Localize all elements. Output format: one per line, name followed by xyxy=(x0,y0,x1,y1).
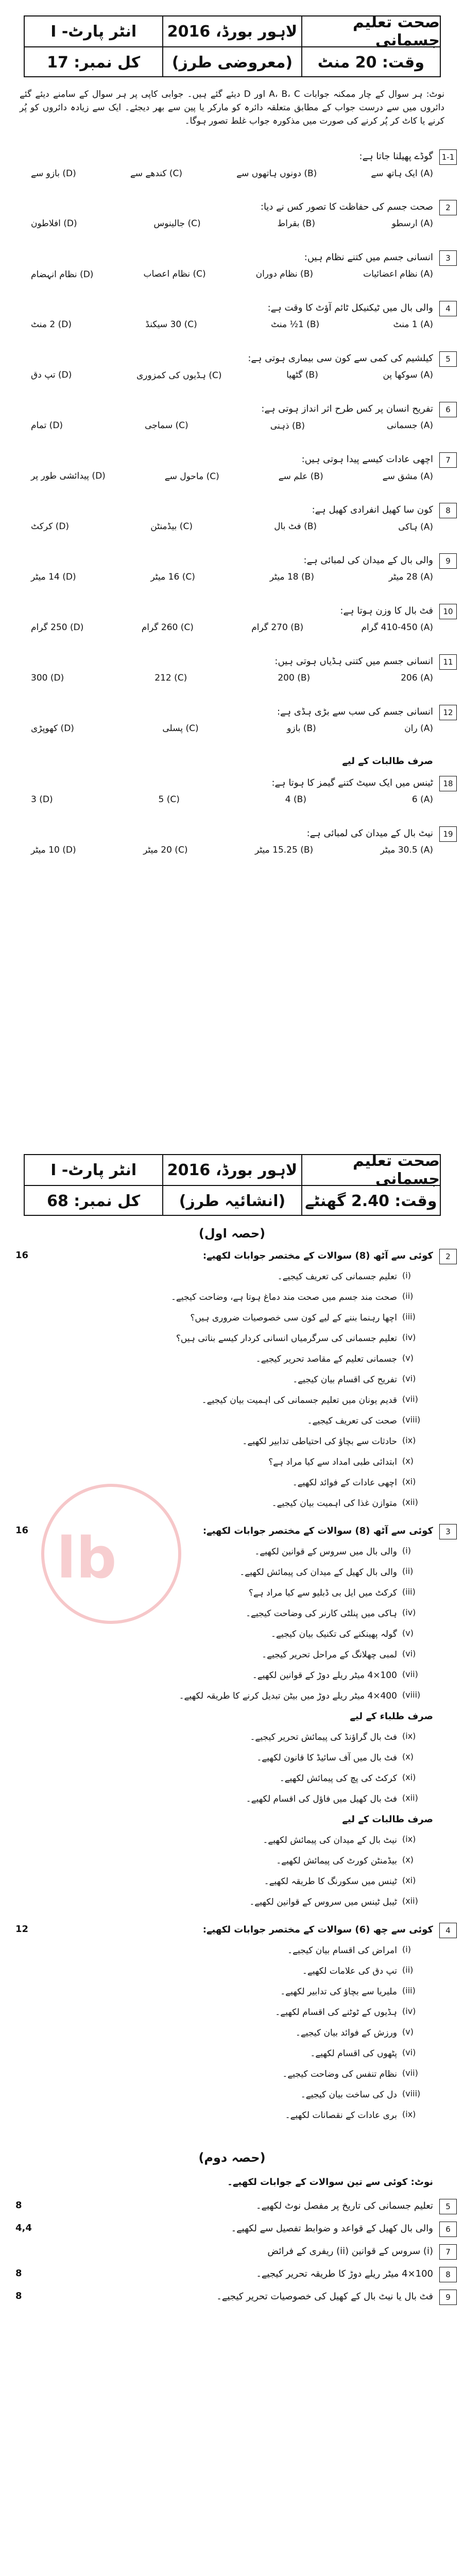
sub-question-text: ابتدائی طبی امداد سے کیا مراد ہے؟ xyxy=(268,1457,397,1467)
section-2-note: نوٹ: کوئی سے تین سوالات کے جوابات لکھیے۔ xyxy=(227,2177,433,2188)
mcq-number: 8 xyxy=(439,503,457,518)
sub-question-text: تپ دق کی علامات لکھیے۔ xyxy=(302,1966,397,1976)
sub-question-number: (viii) xyxy=(402,1415,421,1425)
sub-question-number: (ix) xyxy=(402,1731,416,1741)
mcq-option: (A) نظام اعضائیات xyxy=(363,269,433,279)
sub-question-text: قدیم یونان میں تعلیم جسمانی کی اہمیت بیان کیجیے۔ xyxy=(201,1395,397,1405)
mcq-options xyxy=(31,471,433,482)
sub-question-number: (v) xyxy=(402,1353,414,1363)
mcq-option: (A) ارسطو xyxy=(391,218,433,229)
sub-question-text: صحت کی تعریف کیجیے۔ xyxy=(307,1416,397,1426)
mcq-question: انسانی جسم میں کتنے نظام ہیں: xyxy=(304,252,433,263)
sub-question-number: (xi) xyxy=(402,1477,416,1486)
sub-question-text: والی بال کھیل کے میدان کی پیمائش لکھیے۔ xyxy=(239,1567,397,1578)
subject-title-2: صحت تعلیم جسمانی xyxy=(301,1155,440,1185)
mcq-option: (C) پسلی xyxy=(162,723,199,734)
mcq-option: (C) جالینوس xyxy=(153,218,201,229)
class-level-2: انٹر پارٹ- I xyxy=(50,1161,137,1179)
objective-instructions: نوٹ: ہر سوال کے چار ممکنہ جوابات A، B، C اور D دیئے گئے ہیں۔ جوابی کاپی پر ہر سوال کے سامنے دیئے گئے دائروں میں سے درست جواب کے مطابق متعلقہ دائرہ کو مارکر یا پین سے بھر دیجئے۔ ایک سے زیادہ دائروں کو پُر کرنے یا کاٹ کر پُر کرنے کی صورت میں مذکورہ جواب غلط تصور ہوگا۔ xyxy=(20,89,444,126)
mcq-number: 5 xyxy=(439,351,457,367)
sub-question-text: ہڈیوں کے ٹوٹنے کی اقسام لکھیے۔ xyxy=(275,2007,397,2018)
sub-question-number: (i) xyxy=(402,1546,411,1555)
mcq-question: انسانی جسم میں کتنی ہڈیاں ہوتی ہیں: xyxy=(274,656,433,667)
sub-question-number: (vi) xyxy=(402,1649,416,1658)
mcq-option: (A) 6 xyxy=(411,794,433,805)
sub-question-text: جسمانی تعلیم کے مقاصد تحریر کیجیے۔ xyxy=(255,1354,397,1364)
long-question-text: 100×4 میٹر ریلے دوڑ کا طریقہ تحریر کیجیے۔ xyxy=(256,2268,433,2279)
sub-question-text: تعلیم جسمانی کی سرگرمیاں انسانی کردار کیسے بناتی ہیں؟ xyxy=(176,1333,397,1344)
mcq-number: 12 xyxy=(439,705,457,720)
sub-question-number: (vii) xyxy=(402,2068,418,2078)
long-question-marks: 4,4 xyxy=(15,2223,32,2233)
mcq-number: 6 xyxy=(439,402,457,417)
mcq-options xyxy=(31,572,433,582)
mcq-option: (C) 16 میٹر xyxy=(150,572,195,582)
sub-question-number: (xi) xyxy=(402,1772,416,1782)
sub-question-text: فٹ بال میں آف سائیڈ کا قانون لکھیے۔ xyxy=(256,1753,397,1763)
sub-question-number: (vi) xyxy=(402,1374,416,1383)
long-question-number: 7 xyxy=(439,2244,457,2260)
sub-question-text: ملیریا سے بچاؤ کی تدابیر لکھیے۔ xyxy=(280,1987,397,1997)
sub-question-text: دل کی ساخت بیان کیجیے۔ xyxy=(300,2090,397,2100)
mcq-option: (C) 30 سیکنڈ xyxy=(145,319,197,330)
sub-question-number: (ix) xyxy=(402,1834,416,1844)
sub-question-number: (iv) xyxy=(402,2006,416,2016)
question-marks: 16 xyxy=(15,1250,29,1261)
sub-question-text: گولہ پھینکنے کی تکنیک بیان کیجیے۔ xyxy=(271,1629,397,1639)
mcq-option: (C) بیڈمنٹن xyxy=(150,521,193,532)
mcq-option: (D) 10 میٹر xyxy=(31,845,76,855)
mcq-question: فٹ بال کا وزن ہوتا ہے: xyxy=(340,605,433,616)
mcq-option: (C) 5 xyxy=(158,794,180,805)
mcq-number: 7 xyxy=(439,452,457,468)
long-question-number: 9 xyxy=(439,2290,457,2305)
long-question-text: (i) سروس کے قوانین (ii) ریفری کے فرائض xyxy=(267,2246,433,2257)
long-question-text: فٹ بال یا نیٹ بال کے کھیل کی خصوصیات تحریر کیجیے۔ xyxy=(216,2291,433,2302)
mcq-option: (C) ہڈیوں کی کمزوری xyxy=(136,370,222,381)
mcq-number: 11 xyxy=(439,654,457,670)
mcq-option: (D) 2 منٹ xyxy=(31,319,72,330)
section-2-title: (حصہ دوم) xyxy=(198,2150,266,2165)
mcq-option: (A) 410-450 گرام xyxy=(361,622,433,633)
sub-question-text: نظام تنفس کی وضاحت کیجیے۔ xyxy=(282,2069,397,2079)
mcq-option: (D) نظام انہضام xyxy=(31,269,94,280)
mcq-options xyxy=(31,319,433,330)
question-heading: کوئی سے چھ (6) سوالات کے مختصر جوابات لکھیے: xyxy=(202,1924,433,1935)
class-level: انٹر پارٹ- I xyxy=(50,22,137,41)
mcq-option: (D) تمام xyxy=(31,420,63,431)
sub-question-number: (ix) xyxy=(402,2109,416,2119)
sub-question-text: بری عادات کے نقصانات لکھیے۔ xyxy=(285,2110,397,2121)
sub-question-text: لمبی چھلانگ کے مراحل تحریر کیجیے۔ xyxy=(262,1650,397,1660)
mcq-option: (C) کندھے سے xyxy=(130,168,183,179)
sub-question-number: (i) xyxy=(402,1270,411,1280)
long-question-number: 8 xyxy=(439,2267,457,2282)
mcq-option: (B) فٹ بال xyxy=(274,521,317,532)
mcq-option: (A) سوکھا پن xyxy=(383,370,433,380)
mcq-option: (C) سماجی xyxy=(145,420,188,431)
mcq-option: (D) تپ دق xyxy=(31,370,72,380)
paper-type-2: (انشائیہ طرز) xyxy=(162,1186,301,1216)
mcq-number: 2 xyxy=(439,200,457,215)
mcq-option: (D) بازو سے xyxy=(31,168,76,179)
sub-question-number: (xi) xyxy=(402,1875,416,1885)
sub-question-text: اچھا رہنما بننے کے لیے کون سی خصوصیات ضروری ہیں؟ xyxy=(190,1313,397,1323)
sub-question-text: ورزش کے فوائد بیان کیجیے۔ xyxy=(295,2028,397,2038)
long-question-marks: 8 xyxy=(15,2291,22,2301)
mcq-question: والی بال میں ٹیکنیکل ٹائم آؤٹ کا وقت ہے: xyxy=(267,302,433,313)
question-number: 4 xyxy=(439,1923,457,1938)
total-marks-2: کل نمبر: 68 xyxy=(47,1192,141,1210)
long-question-text: والی بال کھیل کے قواعد و ضوابط تفصیل سے لکھیے۔ xyxy=(231,2223,433,2234)
sub-question-number: (xii) xyxy=(402,1793,418,1803)
sub-question-text: اچھی عادات کے فوائد لکھیے۔ xyxy=(292,1478,397,1488)
mcq-options xyxy=(31,622,433,633)
time-allowed: وقت: 20 منٹ xyxy=(301,47,440,77)
mcq-options xyxy=(31,521,433,532)
sub-question-text: ٹینس میں سکورنگ کا طریقہ لکھیے۔ xyxy=(264,1876,397,1887)
mcq-option: (A) 1 منٹ xyxy=(393,319,433,330)
watermark-logo: lb xyxy=(57,1525,117,1591)
mcq-number: 18 xyxy=(439,776,457,791)
objective-header-row-2 xyxy=(25,47,440,77)
mcq-options xyxy=(31,420,433,431)
sub-question-text: تعلیم جسمانی کی تعریف کیجیے۔ xyxy=(277,1272,397,1282)
mcq-options xyxy=(31,168,433,179)
sub-question-text: فٹ بال گراؤنڈ کی پیمائش تحریر کیجیے۔ xyxy=(250,1732,397,1742)
mcq-question: کون سا کھیل انفرادی کھیل ہے: xyxy=(312,504,433,515)
objective-header-row-1 xyxy=(25,13,440,49)
mcq-option: (D) کھوپڑی xyxy=(31,723,74,734)
mcq-option: (B) 200 xyxy=(278,673,311,683)
mcq-question: کیلشیم کی کمی سے کون سی بیماری ہوتی ہے: xyxy=(248,353,433,364)
sub-question-text: کرکٹ میں ایل بی ڈبلیو سے کیا مراد ہے؟ xyxy=(248,1588,397,1598)
mcq-option: (A) جسمانی xyxy=(387,420,433,431)
girls-only-label-2: صرف طالبات کے لیے xyxy=(342,1814,433,1825)
objective-header-box xyxy=(24,15,441,77)
mcq-option: (B) بازو xyxy=(287,723,316,734)
sub-question-number: (x) xyxy=(402,1855,414,1865)
mcq-question: صحت جسم کی حفاظت کا تصور کس نے دیا: xyxy=(260,201,433,212)
long-question-number: 6 xyxy=(439,2222,457,2237)
mcq-option: (B) 1½ منٹ xyxy=(271,319,320,330)
girls-only-label: صرف طالبات کے لیے xyxy=(342,756,433,767)
mcq-number: 4 xyxy=(439,301,457,316)
mcq-number: 9 xyxy=(439,553,457,569)
section-1-title: (حصہ اول) xyxy=(198,1226,266,1241)
mcq-option: (A) 30.5 میٹر xyxy=(380,845,433,855)
mcq-question: اچھی عادات کیسے پیدا ہوتی ہیں: xyxy=(301,454,433,465)
sub-question-text: فٹ بال کھیل میں فاؤل کی اقسام لکھیے۔ xyxy=(246,1794,397,1804)
sub-question-number: (xii) xyxy=(402,1497,418,1507)
board-year: لاہور بورڈ، 2016 xyxy=(162,16,301,46)
sub-question-number: (xii) xyxy=(402,1896,418,1906)
sub-question-text: نیٹ بال کے میدان کی پیمائش لکھیے۔ xyxy=(263,1835,397,1845)
subjective-header-row-2 xyxy=(25,1186,440,1216)
mcq-option: (B) بقراط xyxy=(277,218,315,229)
paper-type: (معروضی طرز) xyxy=(162,47,301,77)
sub-question-text: ٹیبل ٹینس میں سروس کے قوانین لکھیے۔ xyxy=(249,1897,397,1907)
mcq-option: (D) 3 xyxy=(31,794,53,805)
sub-question-number: (iii) xyxy=(402,1587,416,1597)
mcq-question: انسانی جسم کی سب سے بڑی ہڈی ہے: xyxy=(277,706,433,717)
sub-question-number: (iv) xyxy=(402,1607,416,1617)
sub-question-text: پٹھوں کی اقسام لکھیے۔ xyxy=(310,2048,397,2059)
board-year-2: لاہور بورڈ، 2016 xyxy=(162,1155,301,1185)
long-question-marks: 8 xyxy=(15,2268,22,2279)
mcq-option: (C) ماحول سے xyxy=(164,471,219,482)
mcq-question: ٹینس میں ایک سیٹ کتنے گیمز کا ہوتا ہے: xyxy=(271,777,433,788)
mcq-option: (A) ایک ہاتھ سے xyxy=(371,168,433,179)
question-heading: کوئی سے آٹھ (8) سوالات کے مختصر جوابات لکھیے: xyxy=(202,1250,433,1261)
sub-question-number: (viii) xyxy=(402,2089,421,2098)
mcq-option: (B) 4 xyxy=(285,794,306,805)
sub-question-number: (ix) xyxy=(402,1435,416,1445)
sub-question-text: والی بال میں سروس کے قوانین لکھیے۔ xyxy=(254,1547,397,1557)
sub-question-text: ہاکی میں پنلٹی کارنر کی وضاحت کیجیے۔ xyxy=(246,1608,397,1619)
mcq-option: (B) ذہنی xyxy=(270,421,305,431)
sub-question-number: (v) xyxy=(402,2027,414,2037)
question-marks: 12 xyxy=(15,1924,29,1935)
mcq-option: (B) نظام دوران xyxy=(255,269,314,279)
time-allowed-2: وقت: 2.40 گھنٹے xyxy=(301,1186,440,1216)
mcq-option: (C) نظام اعصاب xyxy=(143,269,206,279)
sub-question-text: 100×4 میٹر ریلے دوڑ کے قوانین لکھیے۔ xyxy=(252,1670,397,1681)
mcq-question: نیٹ بال کے میدان کی لمبائی ہے: xyxy=(306,828,433,839)
mcq-option: (A) 28 میٹر xyxy=(388,572,433,582)
sub-question-number: (v) xyxy=(402,1628,414,1638)
sub-question-number: (ii) xyxy=(402,1566,414,1576)
mcq-number: 1-1 xyxy=(439,149,457,165)
mcq-options xyxy=(31,218,433,229)
subject-title: صحت تعلیم جسمانی xyxy=(301,16,440,46)
question-marks: 16 xyxy=(15,1525,29,1536)
sub-question-text: 400×4 میٹر ریلے دوڑ میں بیٹن تبدیل کرنے کا طریقہ لکھیے۔ xyxy=(179,1691,397,1701)
question-heading: کوئی سے آٹھ (8) سوالات کے مختصر جوابات لکھیے: xyxy=(202,1526,433,1536)
subjective-header-box xyxy=(24,1154,441,1216)
mcq-option: (A) 206 xyxy=(401,673,433,683)
sub-question-number: (x) xyxy=(402,1456,414,1466)
mcq-option: (D) کرکٹ xyxy=(31,521,70,532)
sub-question-number: (ii) xyxy=(402,1291,414,1301)
long-question-text: تعلیم جسمانی کی تاریخ پر مفصل نوٹ لکھیے۔ xyxy=(255,2200,433,2211)
sub-question-text: صحت مند جسم میں صحت مند دماغ ہوتا ہے، وضاحت کیجیے۔ xyxy=(170,1292,397,1302)
subjective-header-row-1 xyxy=(25,1152,440,1188)
mcq-option: (B) علم سے xyxy=(278,471,323,482)
mcq-option: (C) 260 گرام xyxy=(141,622,194,633)
mcq-options xyxy=(31,673,433,683)
mcq-options xyxy=(31,723,433,734)
mcq-option: (B) 18 میٹر xyxy=(269,572,314,582)
mcq-options xyxy=(31,845,433,855)
long-question-marks: 8 xyxy=(15,2200,22,2211)
sub-question-number: (viii) xyxy=(402,1690,421,1700)
mcq-option: (B) گٹھیا xyxy=(286,370,318,380)
long-question-number: 5 xyxy=(439,2199,457,2214)
mcq-option: (D) پیدائشی طور پر xyxy=(31,471,106,481)
mcq-option: (B) 15.25 میٹر xyxy=(254,845,314,855)
mcq-number: 10 xyxy=(439,604,457,619)
mcq-question: والی بال کے میدان کی لمبائی ہے: xyxy=(303,555,433,566)
mcq-question: گوڈے پھیلنا جاتا ہے: xyxy=(359,151,433,162)
question-number: 3 xyxy=(439,1524,457,1539)
sub-question-number: (iv) xyxy=(402,1332,416,1342)
sub-question-text: بیڈمنٹن کورٹ کی پیمائش لکھیے۔ xyxy=(276,1856,397,1866)
sub-question-number: (vi) xyxy=(402,2047,416,2057)
mcq-option: (D) افلاطون xyxy=(31,218,77,229)
sub-question-text: متوازن غذا کی اہمیت بیان کیجیے۔ xyxy=(271,1498,397,1509)
mcq-option: (A) ران xyxy=(404,723,433,734)
sub-question-text: تفریح کی اقسام بیان کیجیے۔ xyxy=(293,1375,397,1385)
mcq-option: (D) 300 xyxy=(31,673,64,683)
question-number: 2 xyxy=(439,1249,457,1264)
total-marks: کل نمبر: 17 xyxy=(47,53,141,72)
sub-question-number: (iii) xyxy=(402,1312,416,1321)
mcq-option: (D) 250 گرام xyxy=(31,622,84,633)
mcq-option: (A) ہاکی xyxy=(398,522,433,532)
mcq-option: (B) دونوں ہاتھوں سے xyxy=(236,168,317,179)
boys-only-label: صرف طلباء کے لیے xyxy=(350,1711,433,1722)
mcq-option: (C) 212 xyxy=(154,673,187,683)
mcq-option: (C) 20 میٹر xyxy=(143,845,188,855)
sub-question-text: امراض کی اقسام بیان کیجیے۔ xyxy=(287,1945,397,1956)
sub-question-number: (vii) xyxy=(402,1394,418,1404)
mcq-options xyxy=(31,794,433,805)
mcq-option: (D) 14 میٹر xyxy=(31,572,76,582)
sub-question-number: (i) xyxy=(402,1944,411,1954)
sub-question-text: کرکٹ کی پچ کی پیمائش لکھیے۔ xyxy=(279,1773,397,1784)
sub-question-number: (iii) xyxy=(402,1986,416,1995)
mcq-number: 19 xyxy=(439,826,457,842)
mcq-number: 3 xyxy=(439,250,457,266)
mcq-option: (A) مشق سے xyxy=(382,471,433,482)
sub-question-text: حادثات سے بچاؤ کی احتیاطی تدابیر لکھیے۔ xyxy=(242,1436,397,1447)
sub-question-number: (ii) xyxy=(402,1965,414,1975)
mcq-option: (B) 270 گرام xyxy=(251,622,304,633)
sub-question-number: (x) xyxy=(402,1752,414,1761)
sub-question-number: (vii) xyxy=(402,1669,418,1679)
mcq-options xyxy=(31,370,433,381)
mcq-question: تفریح انسان پر کس طرح اثر انداز ہوتی ہے: xyxy=(261,403,433,414)
mcq-options xyxy=(31,269,433,280)
